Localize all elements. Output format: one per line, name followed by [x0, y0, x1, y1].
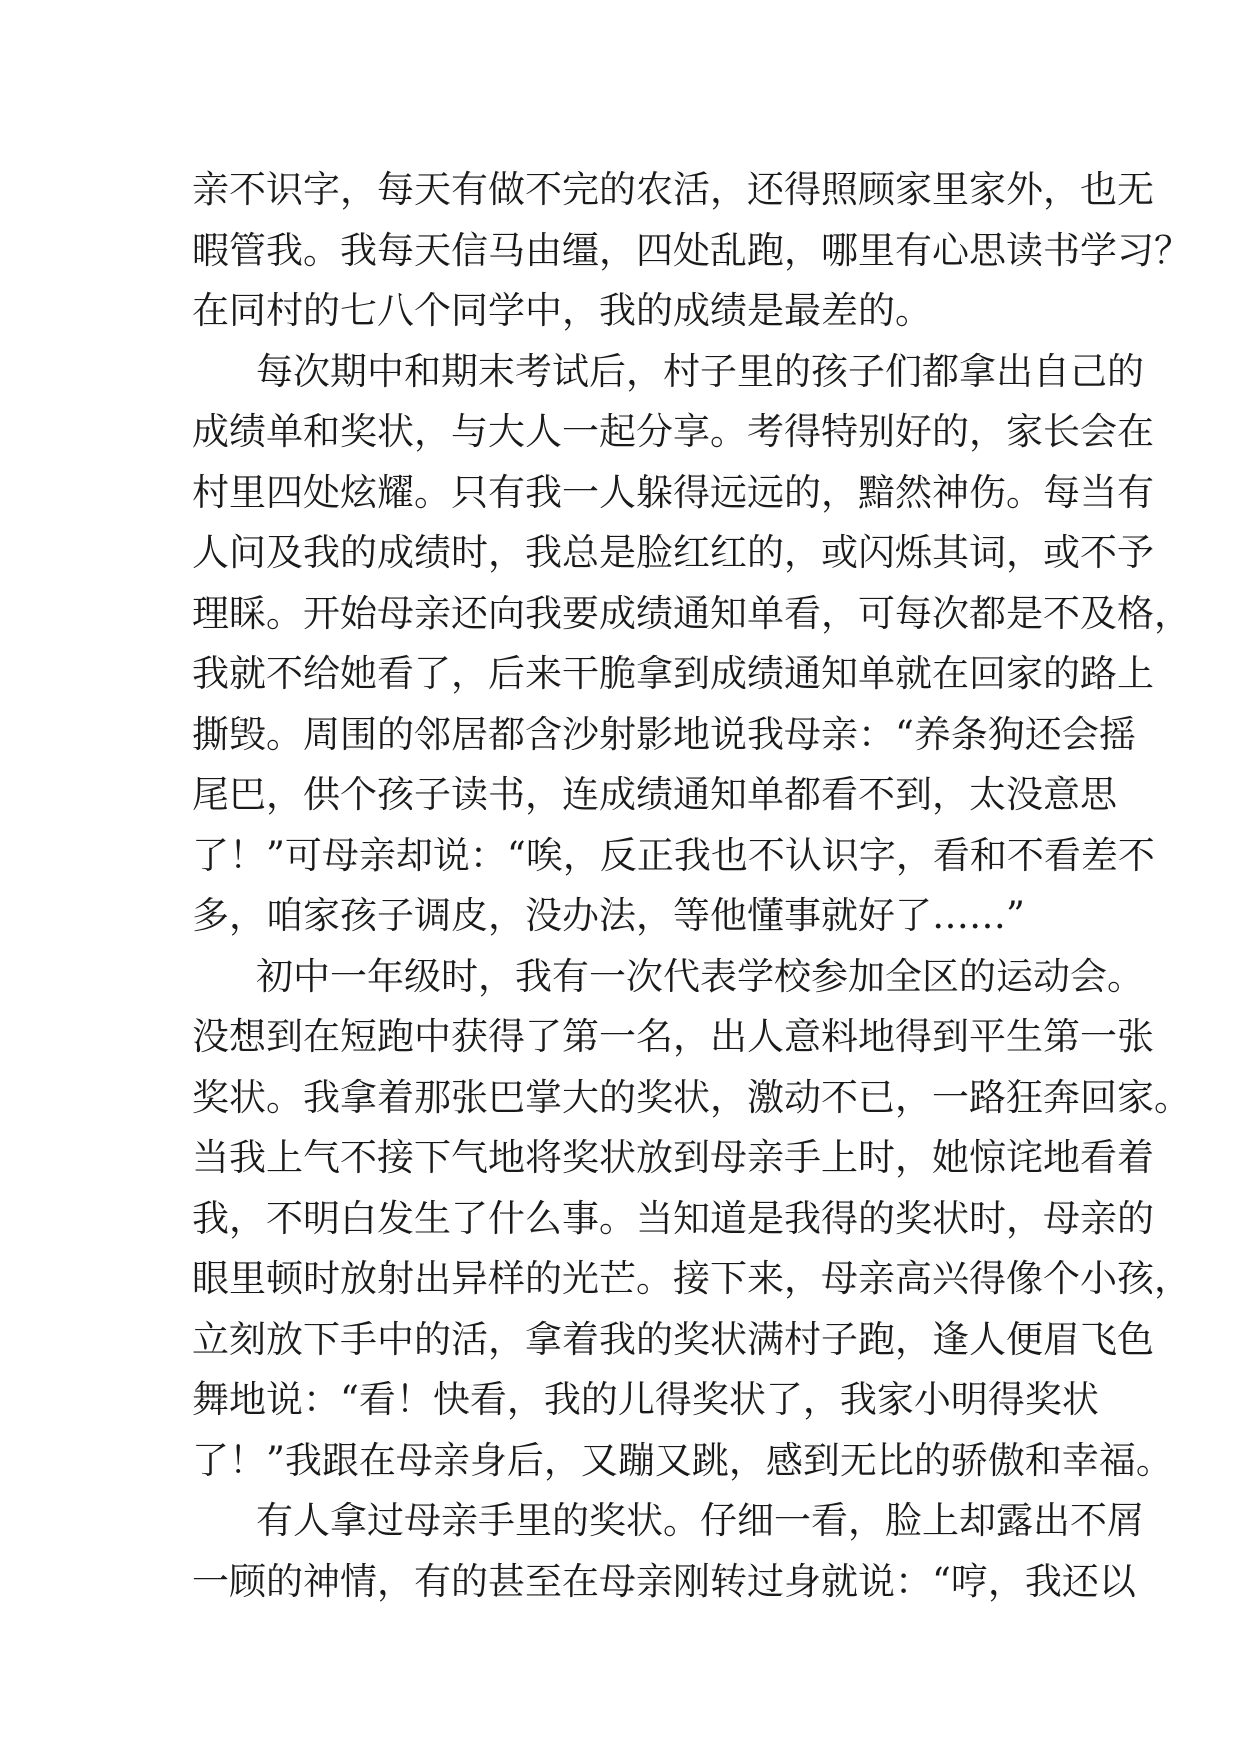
text-line: 尾巴，供个孩子读书，连成绩通知单都看不到，太没意思 [192, 773, 1117, 816]
text-line: 立刻放下手中的活，拿着我的奖状满村子跑，逢人便眉飞色 [192, 1317, 1154, 1361]
text-line: 奖状。我拿着那张巴掌大的奖状，激动不已，一路狂奔回家。 [192, 1075, 1191, 1119]
text-line: 一顾的神情，有的甚至在母亲刚转过身就说：“哼，我还以 [192, 1559, 1136, 1603]
text-line: 成绩单和奖状，与大人一起分享。考得特别好的，家长会在 [192, 410, 1154, 453]
text-line: 我就不给她看了，后来干脆拿到成绩通知单就在回家的路上 [192, 652, 1154, 695]
text-line: 撕毁。周围的邻居都含沙射影地说我母亲：“养条狗还会摇 [192, 712, 1136, 756]
text-line: 没想到在短跑中获得了第一名，出人意料地得到平生第一张 [192, 1015, 1154, 1058]
text-line: 舞地说：“看！快看，我的儿得奖状了，我家小明得奖状 [192, 1378, 1099, 1421]
text-line: 理睬。开始母亲还向我要成绩通知单看，可每次都是不及格， [192, 591, 1191, 635]
text-line: 眼里顿时放射出异样的光芒。接下来，母亲高兴得像个小孩， [192, 1257, 1191, 1300]
text-line: 多，咱家孩子调皮，没办法，等他懂事就好了……” [192, 894, 1025, 937]
text-line: 暇管我。我每天信马由缰，四处乱跑，哪里有心思读书学习？ [192, 228, 1191, 272]
text-line: 每次期中和期末考试后，村子里的孩子们都拿出自己的 [256, 349, 1144, 393]
text-line: 了！”我跟在母亲身后，又蹦又跳，感到无比的骄傲和幸福。 [192, 1438, 1173, 1482]
text-line: 在同村的七八个同学中，我的成绩是最差的。 [192, 289, 932, 332]
body-text [192, 160, 1191, 1612]
text-line: 初中一年级时，我有一次代表学校参加全区的运动会。 [256, 954, 1144, 998]
text-line: 我，不明白发生了什么事。当知道是我得的奖状时，母亲的 [192, 1196, 1154, 1240]
text-line: 当我上气不接下气地将奖状放到母亲手上时，她惊诧地看着 [192, 1136, 1154, 1179]
text-line: 有人拿过母亲手里的奖状。仔细一看，脸上却露出不屑 [256, 1499, 1144, 1542]
text-line: 村里四处炫耀。只有我一人躲得远远的，黯然神伤。每当有 [192, 470, 1154, 514]
text-line: 亲不识字，每天有做不完的农活，还得照顾家里家外，也无 [192, 168, 1154, 211]
text-line: 人问及我的成绩时，我总是脸红红的，或闪烁其词，或不予 [192, 531, 1154, 574]
text-line: 了！”可母亲却说：“唉，反正我也不认识字，看和不看差不 [192, 833, 1155, 877]
